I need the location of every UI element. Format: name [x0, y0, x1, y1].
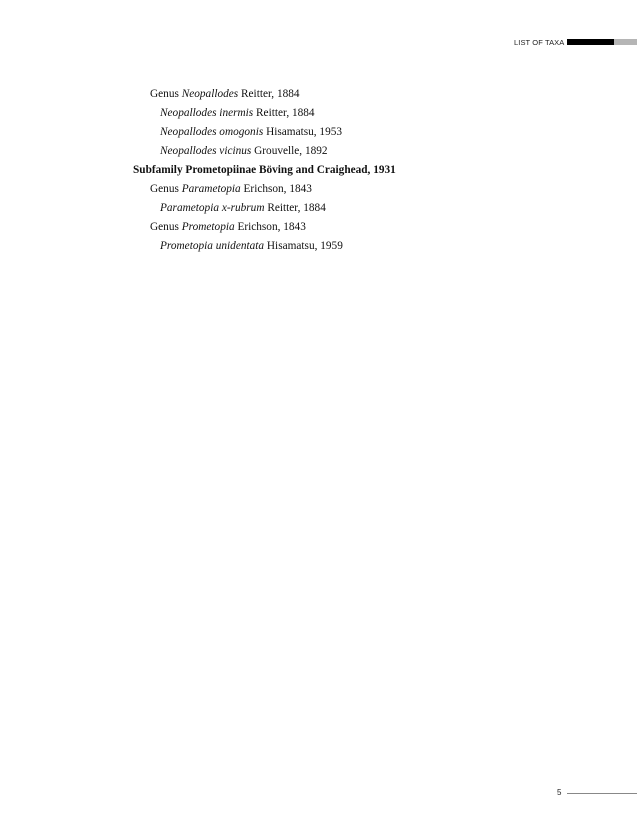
taxon-authority: Hisamatsu, 1959 [264, 240, 343, 252]
taxon-authority: Hisamatsu, 1953 [263, 126, 343, 138]
header-bar-dark [567, 39, 614, 45]
taxon-authority: Reitter, 1884 [253, 107, 315, 119]
taxa-list [0, 85, 637, 256]
running-header [0, 38, 637, 50]
genus-entry-neopallodes [0, 85, 637, 104]
subfamily-text: Subfamily Prometopiinae Böving and Craighead, 1931 [133, 164, 396, 176]
taxon-name: Neopallodes inermis [160, 107, 254, 119]
taxon-authority: Erichson, 1843 [234, 221, 306, 233]
taxon-authority: Erichson, 1843 [240, 183, 312, 195]
taxon-authority: Reitter, 1884 [264, 202, 326, 214]
header-bar-light [614, 39, 637, 45]
running-header-title: LIST OF TAXA [514, 38, 565, 47]
taxon-name: Prometopia [181, 221, 235, 233]
species-entry-prometopia-unidentata [0, 237, 637, 256]
taxon-name: Neopallodes vicinus [160, 145, 252, 157]
footer-rule [567, 793, 637, 794]
species-entry-neopallodes-inermis [0, 104, 637, 123]
species-entry-neopallodes-omogonis [0, 123, 637, 142]
genus-prefix: Genus [150, 88, 182, 100]
genus-entry-prometopia [0, 218, 637, 237]
genus-prefix: Genus [150, 183, 182, 195]
taxon-name: Parametopia [181, 183, 241, 195]
page-footer [0, 788, 637, 800]
taxon-authority: Grouvelle, 1892 [251, 145, 328, 157]
genus-prefix: Genus [150, 221, 182, 233]
genus-entry-parametopia [0, 180, 637, 199]
page-number: 5 [557, 788, 562, 797]
species-entry-parametopia-x-rubrum [0, 199, 637, 218]
taxon-name: Parametopia x-rubrum [160, 202, 265, 214]
taxon-name: Prometopia unidentata [160, 240, 265, 252]
subfamily-heading-prometopiinae [0, 161, 637, 180]
taxon-name: Neopallodes [181, 88, 239, 100]
taxon-authority: Reitter, 1884 [238, 88, 300, 100]
species-entry-neopallodes-vicinus [0, 142, 637, 161]
taxon-name: Neopallodes omogonis [160, 126, 264, 138]
